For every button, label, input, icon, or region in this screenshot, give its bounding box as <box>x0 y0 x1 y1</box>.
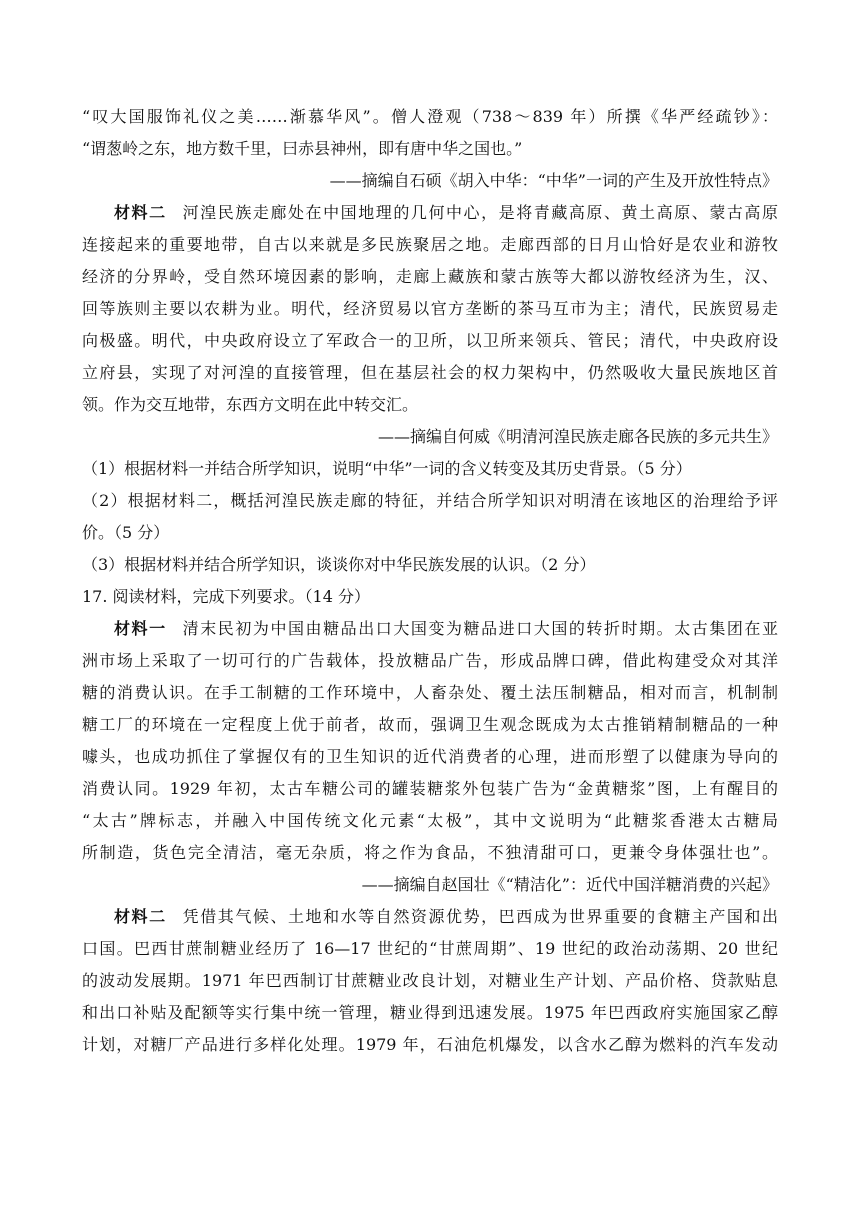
q16-material2-first-line <box>82 197 778 229</box>
paragraph-line: 噱头，也成功抓住了掌握仅有的卫生知识的近代消费者的心理，进而形塑了以健康为导向的 <box>82 747 778 766</box>
material-label: 材料二 <box>114 907 167 926</box>
q17-material1-source: ——摘编自赵国壮《“精洁化”：近代中国洋糖消费的兴起》 <box>361 875 778 894</box>
material-label: 材料一 <box>114 619 167 638</box>
paragraph-line: 回等族则主要以农耕为业。明代，经济贸易以官方垄断的茶马互市为主；清代，民族贸易走 <box>82 299 778 318</box>
paragraph-line: 计划，对糖厂产品进行多样化处理。1979 年，石油危机爆发，以含水乙醇为燃料的汽车发动 <box>82 1035 778 1054</box>
question-2-line: 价。（5 分） <box>82 523 170 542</box>
paragraph-line: 的波动发展期。1971 年巴西制订甘蔗糖业改良计划，对糖业生产计划、产品价格、贷款贴息 <box>82 971 778 990</box>
paragraph-line: 立府县，实现了对河湟的直接管理，但在基层社会的权力架构中，仍然吸收大量民族地区首 <box>82 363 778 382</box>
paragraph-line: “太古”牌标志，并融入中国传统文化元素“太极”，其中文说明为“此糖浆香港太古糖局 <box>82 811 778 830</box>
paragraph-line: 糖的消费认识。在手工制糖的工作环境中，人畜杂处、覆土法压制糖品，相对而言，机制制 <box>82 683 778 702</box>
paragraph-line: 所制造，货色完全清洁，毫无杂质，将之作为食品，不独清甜可口，更兼令身体强壮也”。 <box>82 843 778 862</box>
question-3: （3）根据材料并结合所学知识，谈谈你对中华民族发展的认识。（2 分） <box>82 555 596 574</box>
paragraph-line: 经济的分界岭，受自然环境因素的影响，走廊上藏族和蒙古族等大都以游牧经济为生，汉、 <box>82 267 778 286</box>
material1-tail-line: “谓葱岭之东，地方数千里，曰赤县神州，即有唐中华之国也。” <box>82 139 523 158</box>
paragraph-line: 口国。巴西甘蔗制糖业经历了 16—17 世纪的“甘蔗周期”、19 世纪的政治动荡期、20 世纪 <box>82 939 778 958</box>
q17-material2-first-line <box>82 901 778 933</box>
question-17-heading: 17. 阅读材料，完成下列要求。（14 分） <box>82 587 370 606</box>
paragraph-line: 和出口补贴及配额等实行集中统一管理，糖业得到迅速发展。1975 年巴西政府实施国家乙醇 <box>82 1003 778 1022</box>
paragraph-line: 消费认同。1929 年初，太古车糖公司的罐装糖浆外包装广告为“金黄糖浆”图，上有醒目的 <box>82 779 778 798</box>
paragraph-line: 糖工厂的环境在一定程度上优于前者，故而，强调卫生观念既成为太古推销精制糖品的一种 <box>82 715 778 734</box>
question-2-line: （2）根据材料二，概括河湟民族走廊的特征，并结合所学知识对明清在该地区的治理给予评 <box>82 491 778 510</box>
paragraph-text: 清末民初为中国由糖品出口大国变为糖品进口大国的转折时期。太古集团在亚 <box>182 619 778 638</box>
paragraph-line: 洲市场上采取了一切可行的广告载体，投放糖品广告，形成品牌口碑，借此构建受众对其洋 <box>82 651 778 670</box>
material1-source: ——摘编自石硕《胡入中华：“中华”一词的产生及开放性特点》 <box>329 171 778 190</box>
material1-tail-line: “叹大国服饰礼仪之美……渐慕华风”。僧人澄观（738～839 年）所撰《华严经疏钞》： <box>82 107 778 126</box>
paragraph-text: 河湟民族走廊处在中国地理的几何中心，是将青藏高原、黄土高原、蒙古高原 <box>182 203 778 222</box>
question-1: （1）根据材料一并结合所学知识，说明“中华”一词的含义转变及其历史背景。（5 分） <box>82 459 692 478</box>
q17-material1-first-line <box>82 613 778 645</box>
paragraph-line: 领。作为交互地带，东西方文明在此中转交汇。 <box>82 395 419 414</box>
paragraph-line: 连接起来的重要地带，自古以来就是多民族聚居之地。走廊西部的日月山恰好是农业和游牧 <box>82 235 778 254</box>
material2-source: ——摘编自何威《明清河湟民族走廊各民族的多元共生》 <box>377 427 778 446</box>
paragraph-text: 凭借其气候、土地和水等自然资源优势，巴西成为世界重要的食糖主产国和出 <box>182 907 778 926</box>
paragraph-line: 向极盛。明代，中央政府设立了军政合一的卫所，以卫所来领兵、管民；清代，中央政府设 <box>82 331 778 350</box>
document-page <box>82 101 778 1061</box>
material-label: 材料二 <box>114 203 167 222</box>
